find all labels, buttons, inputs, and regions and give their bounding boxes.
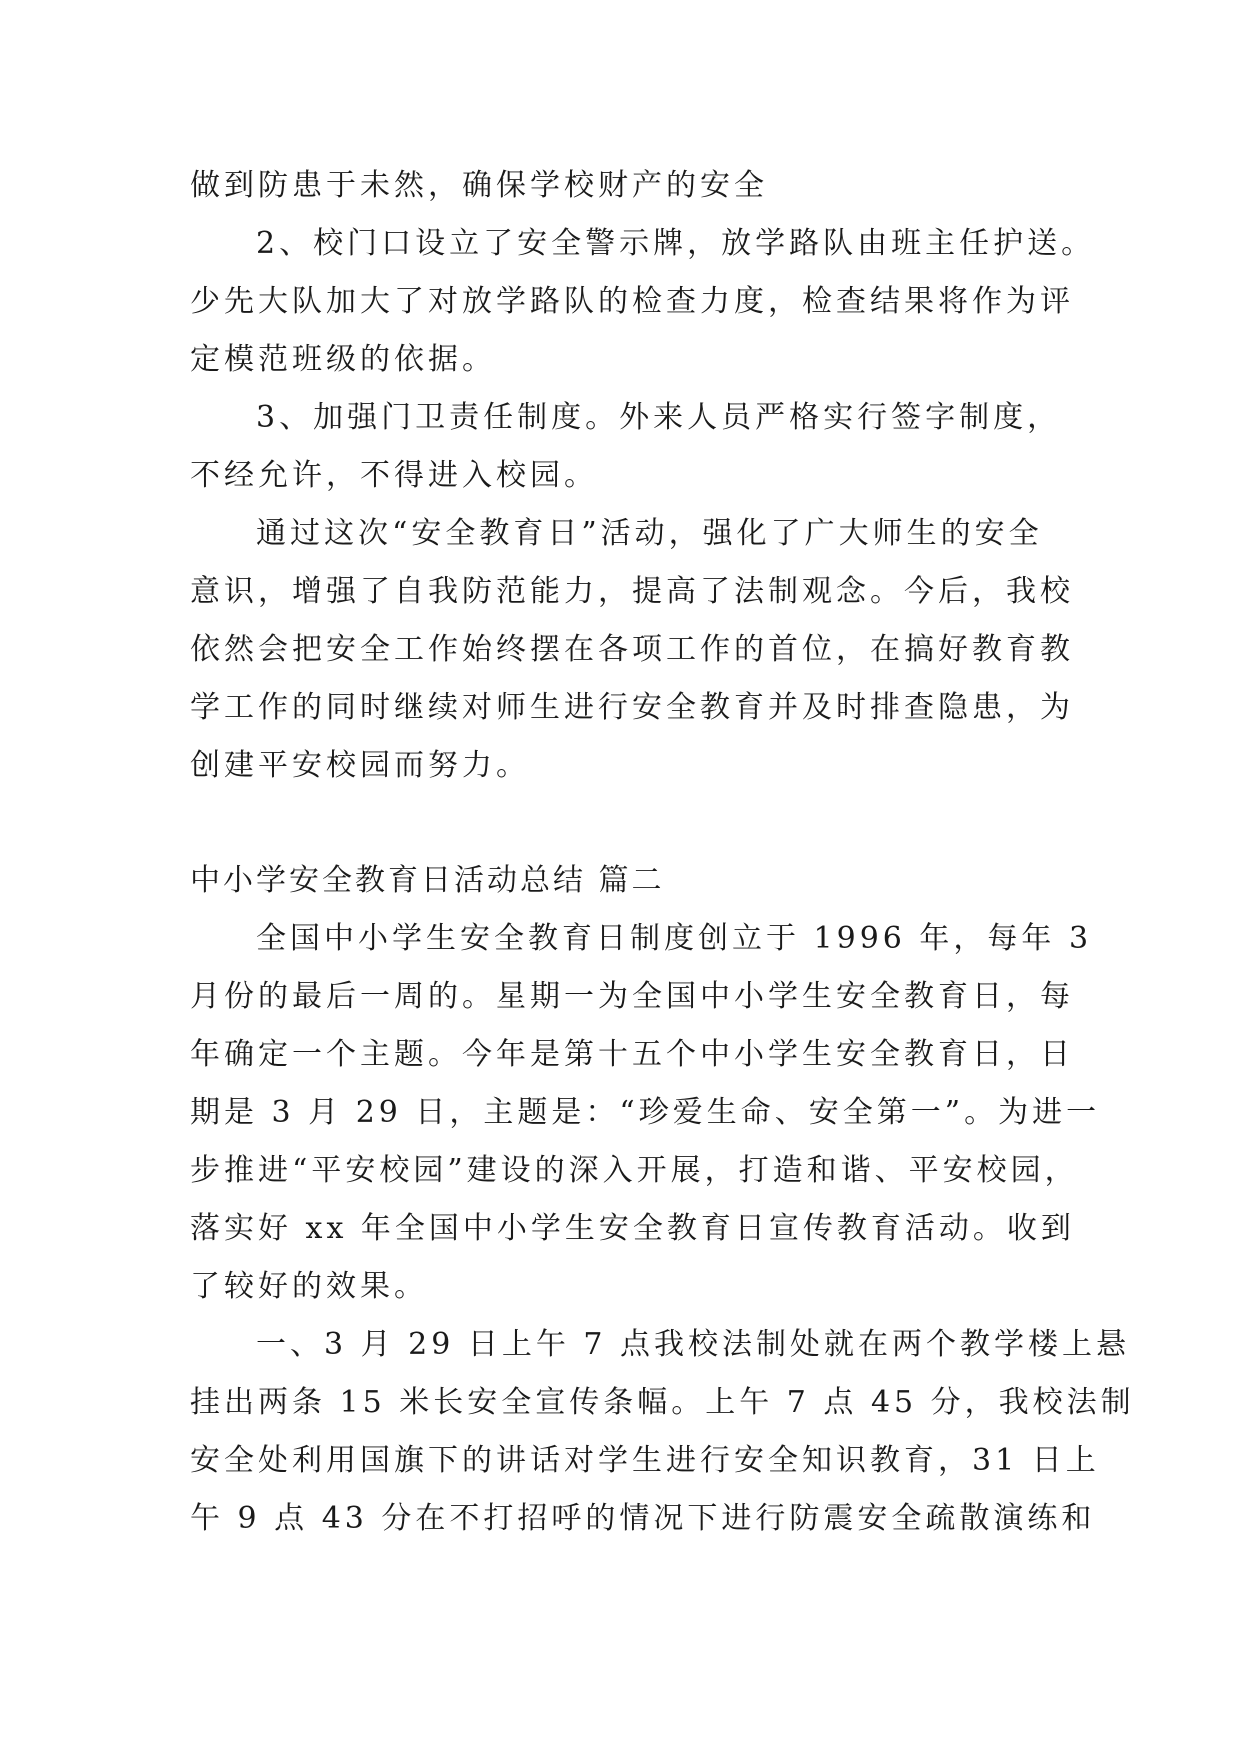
paragraph-line: 月份的最后一周的。星期一为全国中小学生安全教育日，每 [190, 979, 1074, 1014]
paragraph-line: 创建平安校园而努力。 [190, 748, 530, 783]
paragraph-line: 午 9 点 43 分在不打招呼的情况下进行防震安全疏散演练和 [190, 1501, 1096, 1536]
section-title: 中小学安全教育日活动总结 篇二 [190, 863, 665, 898]
paragraph-line: 全国中小学生安全教育日制度创立于 1996 年，每年 3 [256, 921, 1093, 956]
section-one [190, 157, 1096, 795]
section-two [190, 852, 1135, 1548]
paragraph-line: 步推进“平安校园”建设的深入开展，打造和谐、平安校园， [190, 1153, 1079, 1188]
paragraph-line: 安全处利用国旗下的讲话对学生进行安全知识教育，31 日上 [190, 1443, 1100, 1478]
paragraph-line: 年确定一个主题。今年是第十五个中小学生安全教育日，日 [190, 1037, 1074, 1072]
paragraph-line: 挂出两条 15 米长安全宣传条幅。上午 7 点 45 分，我校法制 [190, 1385, 1135, 1420]
paragraph-line: 2、校门口设立了安全警示牌，放学路队由班主任护送。 [256, 226, 1096, 261]
paragraph-line: 了较好的效果。 [190, 1269, 428, 1304]
paragraph-line: 学工作的同时继续对师生进行安全教育并及时排查隐患，为 [190, 690, 1074, 725]
paragraph-line: 通过这次“安全教育日”活动，强化了广大师生的安全 [256, 516, 1043, 551]
paragraph-line: 不经允许，不得进入校园。 [190, 458, 598, 493]
paragraph-line: 3、加强门卫责任制度。外来人员严格实行签字制度， [256, 400, 1062, 435]
paragraph-line: 依然会把安全工作始终摆在各项工作的首位，在搞好教育教 [190, 632, 1074, 667]
paragraph-line: 意识，增强了自我防范能力，提高了法制观念。今后，我校 [190, 574, 1074, 609]
paragraph-line: 少先大队加大了对放学路队的检查力度，检查结果将作为评 [190, 284, 1074, 319]
paragraph-line: 做到防患于未然，确保学校财产的安全 [190, 168, 768, 203]
paragraph-line: 落实好 xx 年全国中小学生安全教育日宣传教育活动。收到 [190, 1211, 1075, 1246]
paragraph-line: 一、3 月 29 日上午 7 点我校法制处就在两个教学楼上悬 [256, 1327, 1131, 1362]
paragraph-line: 定模范班级的依据。 [190, 342, 496, 377]
paragraph-line: 期是 3 月 29 日，主题是：“珍爱生命、安全第一”。为进一 [190, 1095, 1101, 1130]
